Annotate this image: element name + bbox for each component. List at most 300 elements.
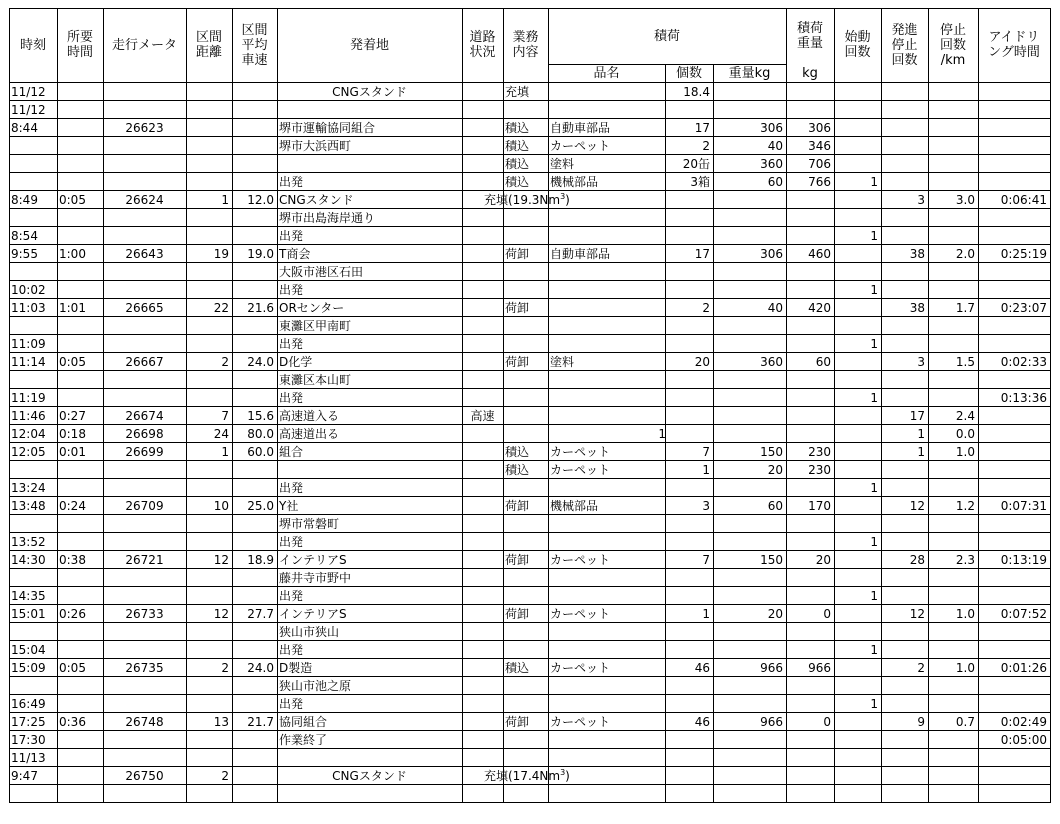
cell-stops-per-km: 3.0 (955, 193, 975, 207)
cell-time: 13:24 (11, 481, 46, 495)
cell-load-weight: 346 (808, 139, 831, 153)
row-line (9, 172, 1051, 173)
cell-idling: 0:02:49 (1000, 715, 1047, 729)
cell-duration: 0:24 (59, 499, 86, 513)
cell-avg-speed: 80.0 (247, 427, 274, 441)
cell-cargo-item: 自動車部品 (550, 247, 611, 261)
row-line (9, 496, 1051, 497)
header-cargo-item-line: 品名 (593, 65, 620, 81)
cell-duration: 1:00 (59, 247, 86, 261)
cell-stops: 12 (909, 499, 925, 513)
cell-cargo-item: 塗料 (550, 157, 575, 171)
row-line (9, 154, 1051, 155)
cell-cargo-count: 46 (694, 661, 710, 675)
header-task-line: 業務 (512, 30, 539, 45)
cell-cargo-count: 1 (702, 607, 710, 621)
cell-cargo-item: 自動車部品 (550, 121, 611, 135)
cell-stops-per-km: 1.0 (955, 661, 975, 675)
cell-duration: 0:18 (59, 427, 86, 441)
cell-cargo-item: カーペット (550, 553, 611, 567)
cell-avg-speed: 18.9 (247, 553, 274, 567)
row-line (9, 784, 1051, 785)
cell-cargo-weight: 306 (760, 247, 783, 261)
header-load-weight-line: 重量 (796, 36, 823, 51)
cell-cargo-count: 2 (702, 139, 710, 153)
header-stops-per-km-line: 回数 (939, 37, 966, 53)
header-bottom-line (9, 82, 1051, 83)
cell-duration: 0:01 (59, 445, 86, 459)
row-line (9, 442, 1051, 443)
cell-fill-amount (482, 770, 632, 782)
cell-stops-per-km: 0.7 (955, 715, 975, 729)
cell-odometer: 26674 (125, 409, 164, 423)
cell-time: 9:55 (11, 247, 38, 261)
cell-cargo-item: カーペット (550, 139, 611, 153)
header-road-line: 道路 (469, 30, 496, 45)
cell-location: 大阪市港区石田 (279, 265, 364, 279)
cell-starts: 1 (870, 481, 878, 495)
header-section-distance-line: 区間 (195, 30, 222, 45)
cell-time: 8:49 (11, 193, 38, 207)
row-line (9, 712, 1051, 713)
cell-cargo-weight: 360 (760, 157, 783, 171)
cell-time: 12:04 (11, 427, 46, 441)
cell-location: 協同組合 (279, 715, 328, 729)
cell-odometer: 26733 (125, 607, 164, 621)
cell-stops-per-km: 2.3 (955, 553, 975, 567)
cell-load-weight: 0 (823, 715, 831, 729)
cell-time: 11:14 (11, 355, 46, 369)
cell-starts: 1 (870, 697, 878, 711)
cell-task: 積込 (505, 463, 530, 477)
cell-distance: 13 (213, 715, 229, 729)
cell-time: 11/12 (11, 85, 46, 99)
header-stops (881, 23, 928, 68)
header-duration-line: 時間 (66, 45, 93, 60)
fill-amount-text: 充填(17.4Nm (484, 769, 561, 783)
cell-cargo-count: 7 (702, 445, 710, 459)
cell-location: 出発 (279, 391, 304, 405)
cell-time: 12:05 (11, 445, 46, 459)
cell-time: 11/13 (11, 751, 46, 765)
cell-cargo-weight: 20 (767, 463, 783, 477)
cell-time: 14:35 (11, 589, 46, 603)
row-line (9, 424, 1051, 425)
fill-amount-superscript: 3 (560, 192, 566, 201)
cell-load-weight: 766 (808, 175, 831, 189)
cell-time: 15:04 (11, 643, 46, 657)
cell-starts: 1 (870, 589, 878, 603)
cell-load-weight: 420 (808, 301, 831, 315)
cell-task: 積込 (505, 445, 530, 459)
header-duration-line: 所要 (66, 30, 93, 45)
cell-location: 狭山市池之原 (279, 679, 352, 693)
header-location (277, 38, 462, 53)
cell-stops-per-km: 1.7 (955, 301, 975, 315)
cell-stops: 1 (917, 427, 925, 441)
header-starts-line: 始動 (844, 30, 871, 45)
header-idling-line: アイドリ (988, 30, 1040, 45)
cell-task: 荷卸 (505, 247, 530, 261)
row-line (9, 658, 1051, 659)
cell-location: D化学 (279, 355, 313, 369)
cell-time: 17:30 (11, 733, 46, 747)
cell-distance: 1 (221, 193, 229, 207)
cell-cargo-weight: 360 (760, 355, 783, 369)
row-line (9, 802, 1051, 803)
cell-stops-per-km: 1.0 (955, 445, 975, 459)
header-odometer-line: 走行メータ (111, 37, 177, 53)
cell-time: 14:30 (11, 553, 46, 567)
cell-idling: 0:23:07 (1000, 301, 1047, 315)
cell-time: 9:47 (11, 769, 38, 783)
row-line (9, 136, 1051, 137)
cell-odometer: 26623 (125, 121, 164, 135)
row-line (9, 676, 1051, 677)
cell-cargo-weight: 40 (767, 139, 783, 153)
cell-location: インテリアS (279, 607, 347, 621)
cell-location: 高速道出る (279, 427, 340, 441)
header-idling-line: ング時間 (988, 45, 1040, 60)
cell-task: 積込 (505, 121, 530, 135)
cell-idling: 0:06:41 (1000, 193, 1047, 207)
cell-location: 組合 (279, 445, 304, 459)
cell-location: 高速道入る (279, 409, 340, 423)
header-cargo-weight-line: 重量kg (728, 65, 771, 81)
cell-cargo-item: カーペット (550, 661, 611, 675)
header-road (462, 30, 503, 60)
header-section-distance-line: 距離 (195, 45, 222, 60)
cell-time: 8:44 (11, 121, 38, 135)
cell-time: 15:09 (11, 661, 46, 675)
cell-cargo-weight: 60 (767, 175, 783, 189)
cell-location: 藤井寺市野中 (279, 571, 352, 585)
cell-cargo-item: 塗料 (550, 355, 575, 369)
cell-task: 積込 (505, 157, 530, 171)
cell-location: 出発 (279, 481, 304, 495)
header-cargo-count-line: 個数 (675, 65, 702, 81)
cell-load-weight: 306 (808, 121, 831, 135)
cell-task: 積込 (505, 661, 530, 675)
header-avg-speed (232, 23, 277, 68)
cell-location: CNGスタンド (332, 85, 407, 99)
cell-idling: 0:02:33 (1000, 355, 1047, 369)
header-starts-line: 回数 (844, 45, 871, 60)
cell-cargo-count: 3箱 (690, 175, 710, 189)
cell-stops: 17 (909, 409, 925, 423)
cell-load-weight: 60 (815, 355, 831, 369)
cell-time: 13:52 (11, 535, 46, 549)
cell-odometer: 26750 (125, 769, 164, 783)
header-starts (834, 30, 881, 60)
header-time-line: 時刻 (19, 37, 46, 53)
cell-odometer: 26624 (125, 193, 164, 207)
row-line (9, 316, 1051, 317)
cell-odometer: 26643 (125, 247, 164, 261)
cell-starts: 1 (870, 391, 878, 405)
fill-amount-text: 充填(19.3Nm (484, 193, 561, 207)
cell-location: 出発 (279, 643, 304, 657)
row-line (9, 262, 1051, 263)
header-avg-speed-line: 車速 (241, 52, 268, 68)
row-line (9, 694, 1051, 695)
cell-task: 荷卸 (505, 355, 530, 369)
header-task (503, 30, 548, 60)
cell-stops-per-km: 0.0 (955, 427, 975, 441)
cell-cargo-item: 機械部品 (550, 499, 599, 513)
cell-time: 10:02 (11, 283, 46, 297)
cell-location: CNGスタンド (332, 769, 407, 783)
row-line (9, 748, 1051, 749)
cell-odometer: 26721 (125, 553, 164, 567)
cell-location: 堺市常磐町 (279, 517, 340, 531)
cell-duration: 0:05 (59, 193, 86, 207)
header-section-distance (186, 30, 232, 60)
cell-stops: 12 (909, 607, 925, 621)
cell-location: 出発 (279, 175, 304, 189)
cell-stops-per-km: 2.4 (955, 409, 975, 423)
cell-stops-per-km: 1.0 (955, 607, 975, 621)
cell-idling: 0:01:26 (1000, 661, 1047, 675)
row-line (9, 532, 1051, 533)
cell-task: 荷卸 (505, 553, 530, 567)
cell-cargo-item: 機械部品 (550, 175, 599, 189)
row-line (9, 190, 1051, 191)
header-cargo-item (548, 66, 665, 81)
cell-distance: 7 (221, 409, 229, 423)
row-line (9, 406, 1051, 407)
header-stops-per-km-line: /km (940, 52, 966, 68)
cell-load-weight: 0 (823, 607, 831, 621)
cell-time: 15:01 (11, 607, 46, 621)
cell-time: 8:54 (11, 229, 38, 243)
cell-duration: 0:27 (59, 409, 86, 423)
cell-time: 17:25 (11, 715, 46, 729)
cell-starts: 1 (870, 229, 878, 243)
cell-distance: 12 (213, 553, 229, 567)
cell-stops-per-km: 1.2 (955, 499, 975, 513)
cell-duration: 0:38 (59, 553, 86, 567)
cell-distance: 19 (213, 247, 229, 261)
header-stops-line: 停止 (891, 37, 918, 53)
cell-load-weight: 230 (808, 463, 831, 477)
row-line (9, 586, 1051, 587)
header-stops-line: 発進 (891, 22, 918, 38)
cell-duration: 0:05 (59, 355, 86, 369)
cell-load-weight: 460 (808, 247, 831, 261)
cell-task: 積込 (505, 139, 530, 153)
cell-starts: 1 (870, 337, 878, 351)
row-line (9, 640, 1051, 641)
cell-distance: 22 (213, 301, 229, 315)
cell-cargo-weight: 966 (760, 715, 783, 729)
cell-odometer: 26735 (125, 661, 164, 675)
header-odometer (103, 38, 186, 53)
cell-load-weight: 170 (808, 499, 831, 513)
header-cargo-line: 積荷 (653, 28, 680, 44)
cell-distance: 24 (213, 427, 229, 441)
cell-cargo-count: 3 (702, 499, 710, 513)
cell-cargo-weight: 150 (760, 445, 783, 459)
cell-duration: 0:05 (59, 661, 86, 675)
cell-cargo-weight: 306 (760, 121, 783, 135)
table-vline (713, 64, 714, 803)
cell-location: T商会 (279, 247, 311, 261)
cell-task: 荷卸 (505, 715, 530, 729)
header-load-weight-unit (786, 66, 834, 81)
cell-avg-speed: 24.0 (247, 661, 274, 675)
cell-idling: 0:07:52 (1000, 607, 1047, 621)
cell-stops-per-km: 1.5 (955, 355, 975, 369)
cell-odometer: 26709 (125, 499, 164, 513)
cell-avg-speed: 60.0 (247, 445, 274, 459)
cell-idling: 0:07:31 (1000, 499, 1047, 513)
cell-location: 堺市大浜西町 (279, 139, 352, 153)
header-task-line: 内容 (512, 45, 539, 60)
cell-cargo-weight: 40 (767, 301, 783, 315)
cell-task: 荷卸 (505, 607, 530, 621)
header-duration (57, 30, 103, 60)
cell-location: 東灘区本山町 (279, 373, 352, 387)
fill-amount-superscript: 3 (560, 768, 566, 777)
cell-location: インテリアS (279, 553, 347, 567)
header-stops-per-km-line: 停止 (939, 22, 966, 38)
cell-idling: 0:13:36 (1000, 391, 1047, 405)
cell-stops: 38 (909, 301, 925, 315)
cell-location: 堺市運輸協同組合 (279, 121, 376, 135)
header-time (9, 38, 57, 53)
cell-fill-amount (482, 194, 632, 206)
row-line (9, 550, 1051, 551)
cell-idling: 0:05:00 (1000, 733, 1047, 747)
cell-location: 作業終了 (279, 733, 328, 747)
cell-cargo-count: 1 (702, 463, 710, 477)
cell-distance: 2 (221, 769, 229, 783)
cell-avg-speed: 25.0 (247, 499, 274, 513)
cell-task: 積込 (505, 175, 530, 189)
cell-time: 11/12 (11, 103, 46, 117)
cell-cargo-count: 20 (694, 355, 710, 369)
cell-cargo-item: カーペット (550, 715, 611, 729)
header-cargo (548, 29, 786, 44)
header-load-weight-line: 積荷 (796, 21, 823, 36)
cell-idling: 0:13:19 (1000, 553, 1047, 567)
row-line (9, 244, 1051, 245)
cell-stops: 2 (917, 661, 925, 675)
cell-starts: 1 (870, 175, 878, 189)
cell-stops: 3 (917, 193, 925, 207)
cell-cargo-item: 1 (658, 427, 666, 441)
header-road-line: 状況 (469, 45, 496, 60)
cell-location: 出発 (279, 283, 304, 297)
cell-task: 荷卸 (505, 499, 530, 513)
cell-stops: 28 (909, 553, 925, 567)
cell-stops-per-km: 2.0 (955, 247, 975, 261)
header-load-weight-unit-line: kg (802, 65, 818, 81)
header-cargo-count (665, 66, 713, 81)
cell-location: 出発 (279, 697, 304, 711)
cell-location: 狭山市狭山 (279, 625, 340, 639)
cell-avg-speed: 12.0 (247, 193, 274, 207)
cell-starts: 1 (870, 535, 878, 549)
cell-stops: 1 (917, 445, 925, 459)
cell-task: 充填 (505, 85, 530, 99)
cell-stops: 9 (917, 715, 925, 729)
header-load-weight (786, 21, 834, 51)
cell-cargo-count: 20缶 (682, 157, 710, 171)
cell-load-weight: 230 (808, 445, 831, 459)
row-line (9, 622, 1051, 623)
cell-time: 11:09 (11, 337, 46, 351)
cell-time: 11:46 (11, 409, 46, 423)
cell-stops: 38 (909, 247, 925, 261)
cell-avg-speed: 27.7 (247, 607, 274, 621)
row-line (9, 478, 1051, 479)
cell-odometer: 26667 (125, 355, 164, 369)
cell-location: 出発 (279, 229, 304, 243)
row-line (9, 604, 1051, 605)
table-border-top (9, 8, 1051, 9)
row-line (9, 766, 1051, 767)
cell-load-weight: 706 (808, 157, 831, 171)
cell-time: 13:48 (11, 499, 46, 513)
cell-location: Y社 (279, 499, 299, 513)
row-line (9, 298, 1051, 299)
cell-cargo-count: 7 (702, 553, 710, 567)
cell-duration: 1:01 (59, 301, 86, 315)
cell-cargo-weight: 20 (767, 607, 783, 621)
cell-odometer: 26699 (125, 445, 164, 459)
row-line (9, 388, 1051, 389)
cell-idling: 0:25:19 (1000, 247, 1047, 261)
row-line (9, 208, 1051, 209)
cell-odometer: 26698 (125, 427, 164, 441)
cell-load-weight: 966 (808, 661, 831, 675)
cell-cargo-weight: 150 (760, 553, 783, 567)
cell-cargo-weight: 966 (760, 661, 783, 675)
cell-distance: 2 (221, 661, 229, 675)
cell-cargo-count: 18.4 (683, 85, 710, 99)
cell-location: 出発 (279, 589, 304, 603)
header-location-line: 発着地 (349, 37, 389, 53)
cell-cargo-weight: 60 (767, 499, 783, 513)
row-line (9, 514, 1051, 515)
row-line (9, 460, 1051, 461)
cell-road: 高速 (470, 409, 495, 423)
cell-avg-speed: 21.7 (247, 715, 274, 729)
header-stops-line: 回数 (891, 52, 918, 68)
cell-odometer: 26748 (125, 715, 164, 729)
cell-starts: 1 (870, 643, 878, 657)
header-avg-speed-line: 平均 (241, 37, 268, 53)
cell-cargo-item: カーペット (550, 607, 611, 621)
row-line (9, 280, 1051, 281)
cell-duration: 0:36 (59, 715, 86, 729)
row-line (9, 226, 1051, 227)
cell-distance: 2 (221, 355, 229, 369)
fill-amount-close: ) (565, 769, 570, 783)
cell-cargo-count: 46 (694, 715, 710, 729)
cell-odometer: 26665 (125, 301, 164, 315)
fill-amount-close: ) (565, 193, 570, 207)
cell-distance: 1 (221, 445, 229, 459)
row-line (9, 118, 1051, 119)
row-line (9, 730, 1051, 731)
cell-cargo-count: 17 (694, 247, 710, 261)
cell-load-weight: 20 (815, 553, 831, 567)
cell-avg-speed: 21.6 (247, 301, 274, 315)
cell-location: 東灘区甲南町 (279, 319, 352, 333)
